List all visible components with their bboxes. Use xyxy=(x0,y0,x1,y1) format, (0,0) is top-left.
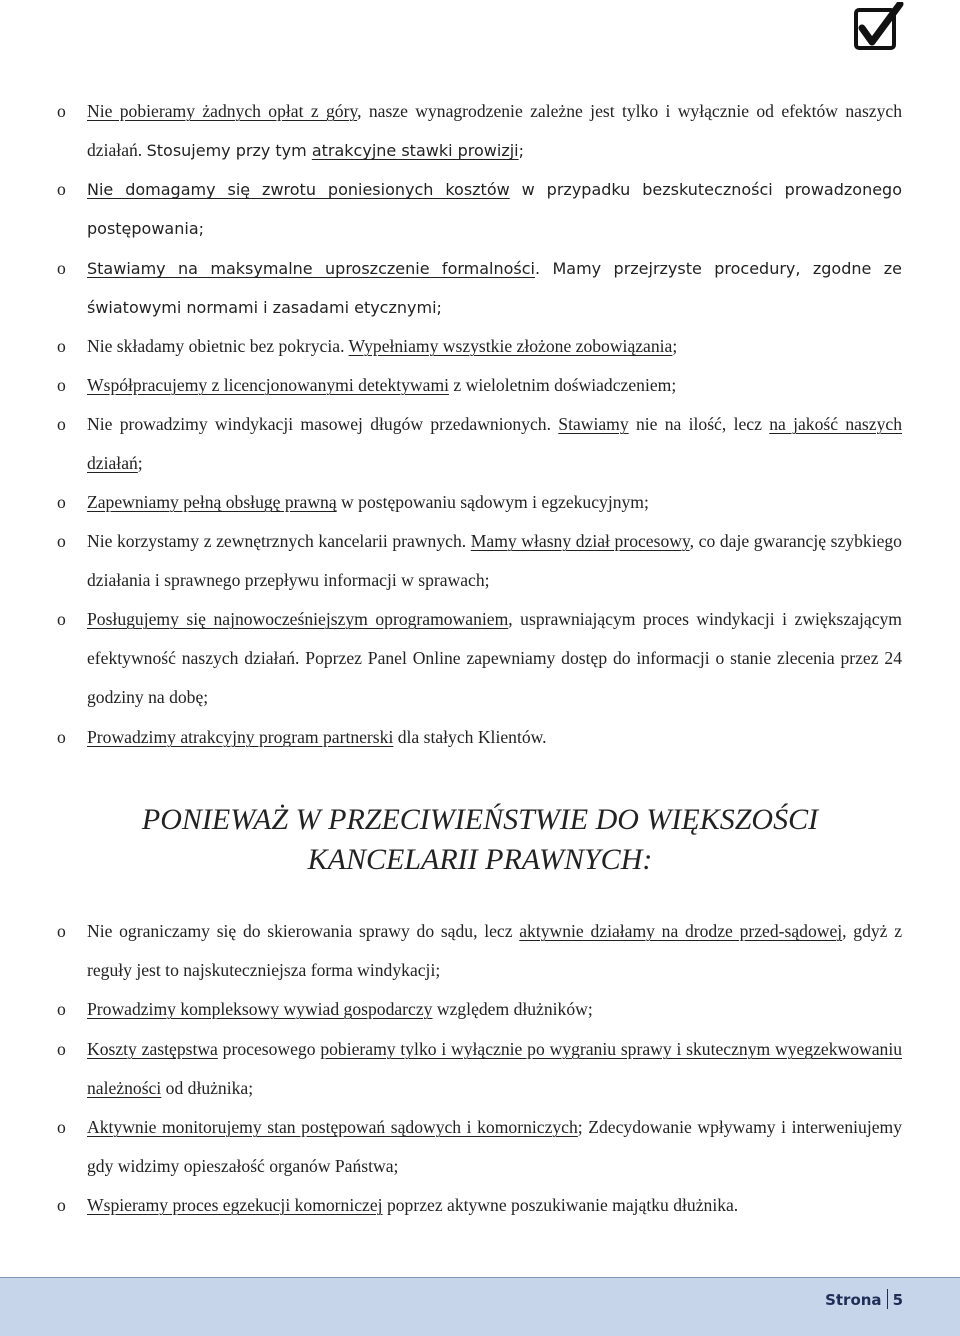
bullet-marker: o xyxy=(57,492,66,512)
text-run: , co daje gwarancję szybkiego działania i sprawnego przepływu informacji w sprawach; xyxy=(87,531,902,590)
underlined-text: Mamy własny dział procesowy xyxy=(470,531,690,551)
list-item xyxy=(57,327,902,366)
page-separator xyxy=(887,1289,888,1309)
underlined-text: Wspieramy proces egzekucji komorniczej xyxy=(87,1195,383,1215)
underlined-text: Wypełniamy wszystkie złożone zobowiązania xyxy=(348,336,673,356)
bullet-marker: o xyxy=(57,531,66,551)
bullet-marker: o xyxy=(57,414,66,434)
list-item xyxy=(57,600,902,717)
underlined-text: Stawiamy na maksymalne uproszczenie formalności xyxy=(87,259,535,278)
underlined-text: Posługujemy się najnowocześniejszym oprogramowaniem xyxy=(87,609,509,629)
text-run: Nie składamy obietnic bez pokrycia. xyxy=(87,336,349,356)
page-footer xyxy=(0,1278,960,1336)
page-value: 5 xyxy=(892,1291,903,1309)
text-run: dla stałych Klientów. xyxy=(393,727,547,747)
text-run: od dłużnika; xyxy=(161,1078,254,1098)
underlined-text: Prowadzimy atrakcyjny program partnerski xyxy=(87,727,394,747)
text-run: Stosujemy przy tym xyxy=(146,141,312,160)
bullet-marker: o xyxy=(57,1039,66,1059)
list-item xyxy=(57,1108,903,1186)
underlined-text: Aktywnie monitorujemy stan postępowań sądowych i komorniczych xyxy=(87,1117,578,1137)
text-run: nie na ilość, lecz xyxy=(628,414,770,434)
list-item xyxy=(57,990,902,1029)
text-run: . Mamy przejrzyste procedury, zgodne ze światowymi normami i zasadami etycznymi; xyxy=(87,259,902,317)
text-run: z wieloletnim doświadczeniem; xyxy=(449,375,677,395)
underlined-text: Zapewniamy pełną obsługę prawną xyxy=(87,492,337,512)
text-run: , gdyż z reguły jest to najskuteczniejsza forma windykacji; xyxy=(87,921,902,980)
list-item xyxy=(57,718,902,757)
bullet-marker: o xyxy=(57,609,66,629)
list-item xyxy=(57,1186,902,1225)
text-run: względem dłużników; xyxy=(432,999,593,1019)
bullet-marker: o xyxy=(57,375,66,395)
list-item xyxy=(57,249,902,327)
bullet-marker: o xyxy=(57,921,66,941)
text-run: Nie ograniczamy się do skierowania sprawy do sądu, lecz xyxy=(87,921,520,941)
checkbox-checked-icon xyxy=(852,2,904,52)
text-run: ; xyxy=(518,141,525,160)
underlined-text: aktywnie działamy na drodze przed-sądowej xyxy=(519,921,843,941)
list-item xyxy=(57,366,902,405)
underlined-text: atrakcyjne stawki prowizji xyxy=(311,141,519,160)
heading-line-1: PONIEWAŻ W PRZECIWIEŃSTWIE DO WIĘKSZOŚCI xyxy=(141,803,819,836)
underlined-text: Koszty zastępstwa xyxy=(87,1039,218,1059)
underlined-text: Prowadzimy kompleksowy wywiad gospodarczy xyxy=(87,999,433,1019)
text-run: , usprawniającym proces windykacji i zwiększającym efektywność naszych działań. Poprzez Panel Online zapewniamy dostęp do informacji o stanie zlecenia przez 24 godziny na dobę; xyxy=(87,609,902,707)
bullet-marker: o xyxy=(57,258,66,278)
bullet-marker: o xyxy=(57,1117,66,1137)
text-run: poprzez aktywne poszukiwanie majątku dłużnika. xyxy=(382,1195,739,1215)
bullet-marker: o xyxy=(57,179,66,199)
text-run: w postępowaniu sądowym i egzekucyjnym; xyxy=(336,492,649,512)
text-run: w przypadku bezskuteczności prowadzonego postępowania; xyxy=(87,180,903,238)
underlined-text: Nie pobieramy żadnych opłat z góry xyxy=(87,101,358,121)
bullet-marker: o xyxy=(57,101,66,121)
text-run: ; Zdecydowanie wpływamy i interweniujemy gdy widzimy opieszałość organów Państwa; xyxy=(87,1117,903,1176)
list-item xyxy=(57,522,902,600)
underlined-text: pobieramy tylko i wyłącznie po wygraniu sprawy i skutecznym wyegzekwowaniu należności xyxy=(87,1039,903,1098)
page-label: Strona xyxy=(825,1291,882,1309)
list-item xyxy=(57,912,902,990)
underlined-text: Współpracujemy z licencjonowanymi detektywami xyxy=(87,375,450,395)
page-number xyxy=(825,1289,903,1311)
underlined-text: Nie domagamy się zwrotu poniesionych kosztów xyxy=(87,180,510,199)
bullet-marker: o xyxy=(57,727,66,747)
text-run: Nie korzystamy z zewnętrznych kancelarii prawnych. xyxy=(87,531,471,551)
section-heading xyxy=(0,800,960,880)
bullet-marker: o xyxy=(57,999,66,1019)
list-item xyxy=(57,483,902,522)
list-item xyxy=(57,405,902,483)
text-run: ; xyxy=(672,336,678,356)
text-run: procesowego xyxy=(217,1039,321,1059)
bullet-marker: o xyxy=(57,1195,66,1215)
list-item xyxy=(57,92,903,170)
underlined-text: na jakość naszych działań xyxy=(87,414,902,473)
text-run: Nie prowadzimy windykacji masowej długów przedawnionych. xyxy=(87,414,559,434)
underlined-text: Stawiamy xyxy=(558,414,629,434)
heading-line-2: KANCELARII PRAWNYCH: xyxy=(307,843,653,876)
bullet-marker: o xyxy=(57,336,66,356)
list-item xyxy=(57,170,903,248)
list-item xyxy=(57,1030,903,1108)
text-run: , nasze wynagrodzenie zależne jest tylko i wyłącznie od efektów naszych działań. xyxy=(87,101,903,160)
text-run: ; xyxy=(137,453,143,473)
